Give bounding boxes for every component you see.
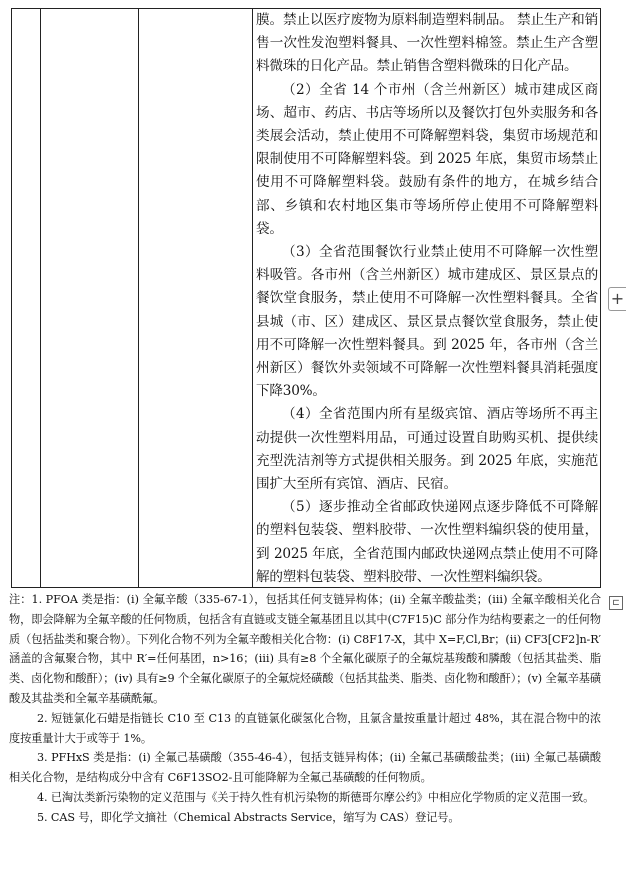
measure-paragraph-4: （4）全省范围内所有星级宾馆、酒店等场所不再主动提供一次性塑料用品，可通过设置自助购买机、提供续充型洗洁剂等方式提供相关服务。到 2025 年底，实施范围扩大至所有宾馆、酒店、民宿。 [256,406,598,493]
measure-paragraph-1: 膜。禁止以医疗废物为原料制造塑料制品。 禁止生产和销售一次性发泡塑料餐具、一次性塑料棉签。禁止生产含塑料微珠的日化产品。禁止销售含塑料微珠的日化产品。 [256,12,598,75]
measure-paragraph-3: （3）全省范围餐饮行业禁止使用不可降解一次性塑料吸管。各市州（含兰州新区）城市建成区、景区景点的餐饮堂食服务，禁止使用不可降解一次性塑料餐具。全省县城（市、区）建成区、景区景点餐饮堂食服务，禁止使用不可降解一次性塑料餐具。到 2025 年，各市州（含兰州新区）餐饮外卖领域不可降解一次性塑料餐具消耗强度下降30%。 [256,244,598,400]
table-layout-icon[interactable]: ⊏ [609,596,623,610]
plus-icon: + [610,289,625,308]
measure-paragraph-2: （2）全省 14 个市州（含兰州新区）城市建成区商场、超市、药店、书店等场所以及餐饮打包外卖服务和各类展会活动，禁止使用不可降解塑料袋，集贸市场规范和限制使用不可降解塑料袋。到 2025 年底，集贸市场禁止使用不可降解塑料袋。鼓励有条件的地方，在城乡结合部、乡镇和农村地区集市等场所停止使用不可降解塑料袋。 [256,81,598,237]
column-divider-3 [252,9,253,587]
measures-cell [256,9,598,589]
footnote-1: 注：1. PFOA 类是指：(ⅰ) 全氟辛酸（335-67-1），包括其任何支链异构体；(ⅱ) 全氟辛酸盐类；(ⅲ) 全氟辛酸相关化合物，即会降解为全氟辛酸的任何物质，包括含有直链或支链全氟基团且以其中(C7F15)C 部分作为结构要素之一的任何物质（包括盐类和聚合物）。下列化合物不列为全氟辛酸相关化合物：(ⅰ) C8F17-X，其中 X=F,Cl,Br；(ⅱ) CF3[CF2]n-R′ 涵盖的含氟聚合物，其中 R′=任何基团，n>16；(ⅲ) 具有≥8 个全氟化碳原子的全氟烷基羧酸和膦酸（包括其盐类、脂类、卤化物和酸酐）；(ⅳ) 具有≥9 个全氟化碳原子的全氟烷烃磺酸（包括其盐类、脂类、卤化物和酸酐）；(ⅴ) 全氟辛基磺酸及其盐类和全氟辛基磺酰氟。 [9,593,601,705]
column-divider-2 [138,9,139,587]
column-divider-1 [40,9,41,587]
measure-paragraph-5: （5）逐步推动全省邮政快递网点逐步降低不可降解的塑料包装袋、塑料胶带、一次性塑料编织袋的使用量，到 2025 年底，全省范围内邮政快递网点禁止使用不可降解的塑料包装袋、塑料胶带、一次性塑料编织袋。 [256,499,598,585]
policy-table [11,8,601,588]
footnotes [9,590,601,828]
footnote-5: 5. CAS 号，即化学文摘社（Chemical Abstracts Service，缩写为 CAS）登记号。 [37,810,460,824]
add-row-button[interactable] [608,287,626,311]
footnote-4: 4. 已淘汰类新污染物的定义范围与《关于持久性有机污染物的斯德哥尔摩公约》中相应化学物质的定义范围一致。 [37,790,595,804]
footnote-3: 3. PFHxS 类是指：(ⅰ) 全氟己基磺酸（355-46-4），包括支链异构体；(ⅱ) 全氟己基磺酸盐类；(ⅲ) 全氟己基磺酸相关化合物，是结构成分中含有 C6F13SO2-且可能降解为全氟己基磺酸的任何物质。 [9,751,601,785]
footnote-2: 2. 短链氯化石蜡是指链长 C10 至 C13 的直链氯化碳氢化合物，且氯含量按重量计超过 48%，其在混合物中的浓度按重量计大于或等于 1%。 [9,711,601,745]
